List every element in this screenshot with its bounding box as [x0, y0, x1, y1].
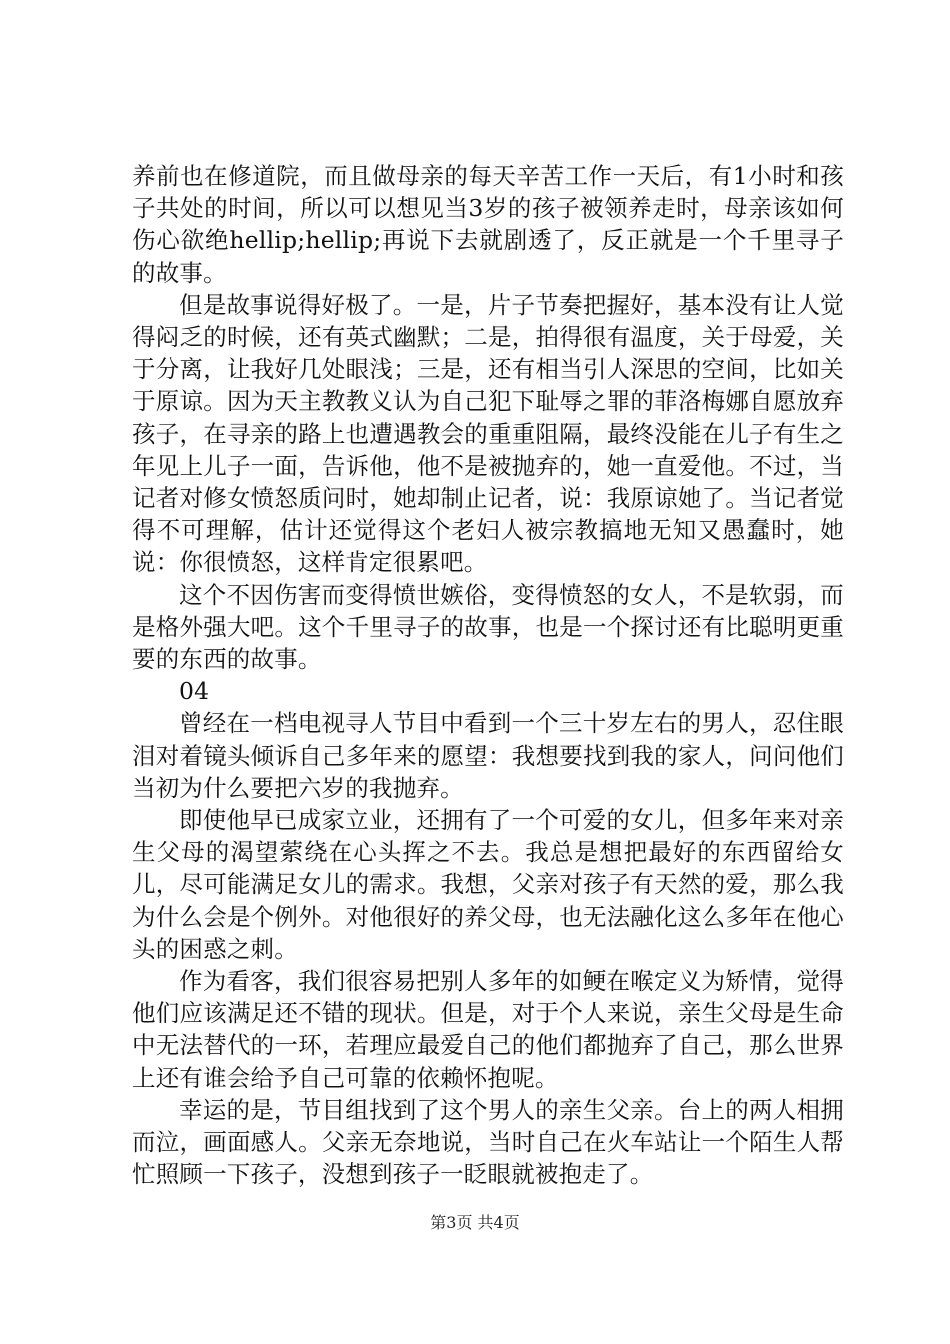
document-body: [132, 160, 844, 1191]
paragraph: 幸运的是，节目组找到了这个男人的亲生父亲。台上的两人相拥而泣，画面感人。父亲无奈地说，当时自己在火车站让一个陌生人帮忙照顾一下孩子，没想到孩子一眨眼就被抱走了。: [132, 1095, 844, 1189]
section-number: 04: [179, 677, 210, 706]
paragraph: 作为看客，我们很容易把别人多年的如鲠在喉定义为矫情，觉得他们应该满足还不错的现状。但是，对于个人来说，亲生父母是生命中无法替代的一环，若理应最爱自己的他们都抛弃了自己，那么世界上还有谁会给予自己可靠的依赖怀抱呢。: [132, 967, 844, 1092]
paragraph: 这个不因伤害而变得愤世嫉俗，变得愤怒的女人，不是软弱，而是格外强大吧。这个千里寻子的故事，也是一个探讨还有比聪明更重要的东西的故事。: [132, 580, 844, 674]
paragraph: 即使他早已成家立业，还拥有了一个可爱的女儿，但多年来对亲生父母的渴望萦绕在心头挥之不去。我总是想把最好的东西留给女儿，尽可能满足女儿的需求。我想，父亲对孩子有天然的爱，那么我为什么会是个例外。对他很好的养父母，也无法融化这么多年在他心头的困惑之刺。: [132, 806, 844, 963]
paragraph: 曾经在一档电视寻人节目中看到一个三十岁左右的男人，忍住眼泪对着镜头倾诉自己多年来的愿望：我想要找到我的家人，问问他们当初为什么要把六岁的我抛弃。: [132, 709, 844, 802]
paragraph: 但是故事说得好极了。一是，片子节奏把握好，基本没有让人觉得闷乏的时候，还有英式幽默；二是，拍得很有温度，关于母爱，关于分离，让我好几处眼浅；三是，还有相当引人深思的空间，比如关于原谅。因为天主教教义认为自己犯下耻辱之罪的菲洛梅娜自愿放弃孩子，在寻亲的路上也遭遇教会的重重阻隔，最终没能在儿子有生之年见上儿子一面，告诉他，他不是被抛弃的，她一直爱他。不过，当记者对修女愤怒质问时，她却制止记者，说：我原谅她了。当记者觉得不可理解，估计还觉得这个老妇人被宗教搞地无知又愚蠢时，她说：你很愤怒，这样肯定很累吧。: [132, 290, 844, 577]
page-footer: 第3页 共4页: [430, 1213, 520, 1232]
paragraph-continued: 养前也在修道院，而且做母亲的每天辛苦工作一天后，有1小时和孩子共处的时间，所以可以想见当3岁的孩子被领养走时，母亲该如何伤心欲绝hellip;hellip;再说下去就剧透了，反正就是一个千里寻子的故事。: [132, 162, 844, 287]
